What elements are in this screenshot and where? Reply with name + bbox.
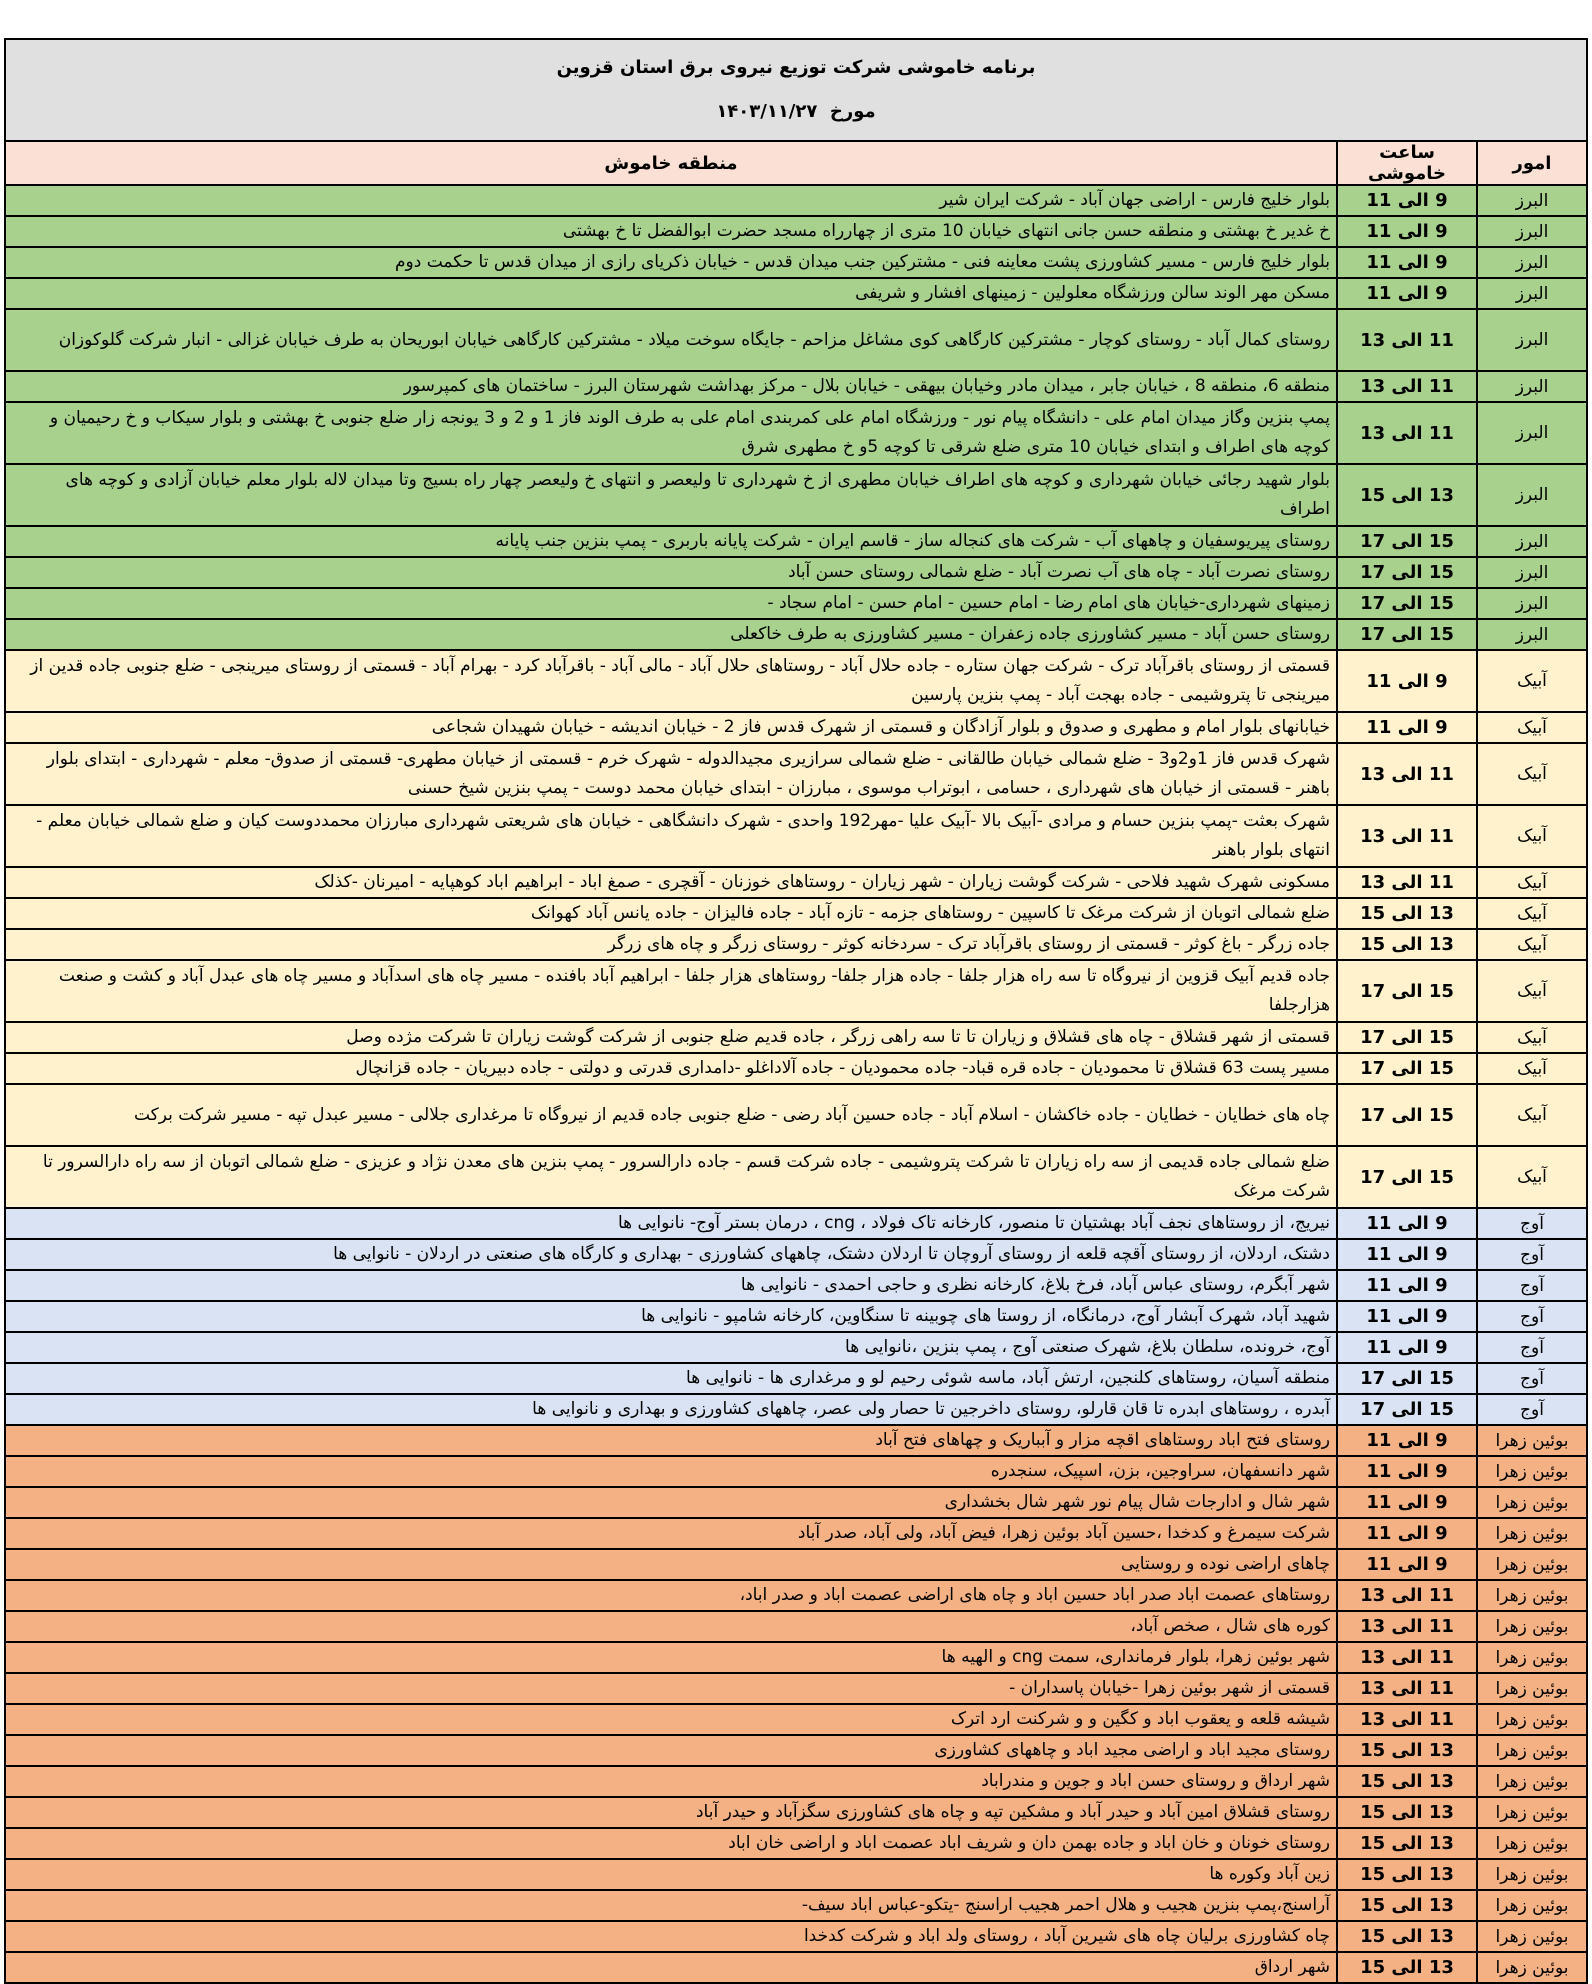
table-row: [5, 464, 1587, 526]
area-cell: روستای نصرت آباد - چاه های آب نصرت آباد - ضلع شمالی روستای حسن آباد: [5, 557, 1337, 588]
area-cell: شهر دانسفهان، سراوجین، بزن، اسپیک، سنجدره: [5, 1456, 1337, 1487]
area-cell: ضلع شمالی اتوبان از شرکت مرغک تا کاسپین - روستاهای جزمه - تازه آباد - جاده فالیزان - جاده یانس آباد کهوانک: [5, 898, 1337, 929]
area-cell: شرکت سیمرغ و کدخدا ،حسین آباد بوئین زهرا، فیض آباد، ولی آباد، صدر آباد: [5, 1518, 1337, 1549]
time-cell: 15 الی 17: [1337, 1363, 1477, 1394]
time-cell: 15 الی 17: [1337, 526, 1477, 557]
district-cell: آبیک: [1477, 712, 1587, 743]
district-cell: بوئین زهرا: [1477, 1952, 1587, 1983]
table-row: [5, 216, 1587, 247]
time-cell: 11 الی 13: [1337, 1611, 1477, 1642]
column-header-district: امور: [1477, 141, 1587, 185]
table-row: [5, 1022, 1587, 1053]
area-cell: شهر ارداق: [5, 1952, 1337, 1983]
time-cell: 15 الی 17: [1337, 557, 1477, 588]
title-row: [5, 39, 1587, 141]
table-row: [5, 1146, 1587, 1208]
area-cell: مسیر پست 63 قشلاق تا محمودیان - جاده قره قباد- جاده محمودیان - جاده آلاداغلو -دامداری قدرتی و دولتی - جاده دبیریان - جاده قزانچال: [5, 1053, 1337, 1084]
table-row: [5, 743, 1587, 805]
district-cell: البرز: [1477, 185, 1587, 216]
district-cell: البرز: [1477, 402, 1587, 464]
district-cell: البرز: [1477, 588, 1587, 619]
district-cell: البرز: [1477, 247, 1587, 278]
time-cell: 9 الی 11: [1337, 1487, 1477, 1518]
area-cell: خ غدیر خ بهشتی و منطقه حسن جانی انتهای خیابان 10 متری از چهارراه مسجد حضرت ابوالفضل تا خ بهشتی: [5, 216, 1337, 247]
time-cell: 9 الی 11: [1337, 1270, 1477, 1301]
time-cell: 9 الی 11: [1337, 1208, 1477, 1239]
area-cell: زین آباد وکوره ها: [5, 1859, 1337, 1890]
time-cell: 15 الی 17: [1337, 1022, 1477, 1053]
district-cell: بوئین زهرا: [1477, 1425, 1587, 1456]
district-cell: آبیک: [1477, 1146, 1587, 1208]
time-cell: 15 الی 17: [1337, 619, 1477, 650]
district-cell: آبیک: [1477, 805, 1587, 867]
area-cell: جاده زرگر - باغ کوثر - قسمتی از روستای باقرآباد ترک - سردخانه کوثر - روستای زرگر و چاه های زرگر: [5, 929, 1337, 960]
time-cell: 13 الی 15: [1337, 1797, 1477, 1828]
district-cell: البرز: [1477, 464, 1587, 526]
district-cell: بوئین زهرا: [1477, 1518, 1587, 1549]
time-cell: 13 الی 15: [1337, 1921, 1477, 1952]
area-cell: مسکونی شهرک شهید فلاحی - شرکت گوشت زیاران - شهر زیاران - روستاهای خوزنان - آقچری - صمغ اباد - ابراهیم اباد کوهپایه - امیرنان -کذلک: [5, 867, 1337, 898]
table-row: [5, 1704, 1587, 1735]
district-cell: البرز: [1477, 278, 1587, 309]
time-cell: 9 الی 11: [1337, 1301, 1477, 1332]
area-cell: دشتک، اردلان، از روستای آقچه قلعه از روستای آروچان تا اردلان دشتک، چاههای کشاورزی - بهداری و کارگاه های صنعتی در اردلان - نانوایی ها: [5, 1239, 1337, 1270]
time-cell: 9 الی 11: [1337, 247, 1477, 278]
district-cell: آوج: [1477, 1301, 1587, 1332]
table-row: [5, 1766, 1587, 1797]
table-row: [5, 371, 1587, 402]
table-row: [5, 867, 1587, 898]
table-row: [5, 557, 1587, 588]
time-cell: 13 الی 15: [1337, 1859, 1477, 1890]
table-row: [5, 805, 1587, 867]
district-cell: آوج: [1477, 1239, 1587, 1270]
table-row: [5, 1301, 1587, 1332]
area-cell: شهر بوئین زهرا، بلوار فرمانداری، سمت cng و الهیه ها: [5, 1642, 1337, 1673]
district-cell: بوئین زهرا: [1477, 1549, 1587, 1580]
district-cell: بوئین زهرا: [1477, 1487, 1587, 1518]
column-header-area: منطقه خاموش: [5, 141, 1337, 185]
district-cell: بوئین زهرا: [1477, 1673, 1587, 1704]
time-cell: 15 الی 17: [1337, 588, 1477, 619]
table-row: [5, 309, 1587, 371]
district-cell: بوئین زهرا: [1477, 1890, 1587, 1921]
district-cell: بوئین زهرا: [1477, 1735, 1587, 1766]
table-row: [5, 1425, 1587, 1456]
district-cell: البرز: [1477, 526, 1587, 557]
time-cell: 9 الی 11: [1337, 1332, 1477, 1363]
time-cell: 15 الی 17: [1337, 1084, 1477, 1146]
district-cell: بوئین زهرا: [1477, 1704, 1587, 1735]
area-cell: بلوار شهید رجائی خیابان شهرداری و کوچه های اطراف خیابان مطهری از خ شهرداری تا ولیعصر و انتهای خ ولیعصر چهار راه بسیج وتا میدان لاله بلوار معلم خیابان آزادی و کوچه های اطراف: [5, 464, 1337, 526]
area-cell: آوج، خرونده، سلطان بلاغ، شهرک صنعتی آوج ، پمپ بنزین ،نانوایی ها: [5, 1332, 1337, 1363]
time-cell: 15 الی 17: [1337, 1146, 1477, 1208]
date-value: ۱۴۰۳/۱۱/۲۷: [716, 101, 818, 122]
schedule-rows: [5, 185, 1587, 1983]
time-cell: 13 الی 15: [1337, 898, 1477, 929]
area-cell: آبدره ، روستاهای ابدره تا قان قارلو، روستای داخرجین تا حصار ولی عصر، چاههای کشاورزی و بهداری و نانوایی ها: [5, 1394, 1337, 1425]
district-cell: بوئین زهرا: [1477, 1766, 1587, 1797]
table-row: [5, 898, 1587, 929]
area-cell: پمپ بنزین وگاز میدان امام علی - دانشگاه پیام نور - ورزشگاه امام علی کمربندی امام علی به طرف الوند فاز 1 و 2 و 3 یونجه زار ضلع جنوبی خ بهشتی و بلوار سیکاب و خ رحیمیان و کوچه های اطراف و ابتدای خیابان 10 متری ضلع شرقی تا کوچه 5و خ مطهری شرق: [5, 402, 1337, 464]
time-cell: 11 الی 13: [1337, 743, 1477, 805]
area-cell: بلوار خلیج فارس - مسیر کشاورزی پشت معاینه فنی - مشترکین جنب میدان قدس - خیابان ذکریای رازی از میدان قدس تا حکمت دوم: [5, 247, 1337, 278]
table-row: [5, 929, 1587, 960]
table-row: [5, 1797, 1587, 1828]
table-row: [5, 1363, 1587, 1394]
area-cell: روستای فتح اباد روستاهای اقچه مزار و آبباریک و چهاهای فتح آباد: [5, 1425, 1337, 1456]
time-cell: 13 الی 15: [1337, 1766, 1477, 1797]
district-cell: آبیک: [1477, 867, 1587, 898]
district-cell: آبیک: [1477, 650, 1587, 712]
table-row: [5, 1487, 1587, 1518]
table-row: [5, 1518, 1587, 1549]
time-cell: 15 الی 17: [1337, 1053, 1477, 1084]
table-row: [5, 247, 1587, 278]
page-title: برنامه خاموشی شرکت توزیع نیروی برق استان قزوین: [556, 57, 1036, 78]
table-row: [5, 1673, 1587, 1704]
table-row: [5, 1456, 1587, 1487]
area-cell: منطقه 6، منطقه 8 ، خیابان جابر ، میدان مادر وخیابان بیهقی - خیابان بلال - مرکز بهداشت شهرستان البرز - ساختمان های کمپرسور: [5, 371, 1337, 402]
time-cell: 11 الی 13: [1337, 1642, 1477, 1673]
table-row: [5, 402, 1587, 464]
district-cell: آبیک: [1477, 1053, 1587, 1084]
table-row: [5, 1611, 1587, 1642]
area-cell: قسمتی از روستای باقرآباد ترک - شرکت جهان ستاره - جاده حلال آباد - روستاهای حلال آباد - مالی آباد - باقرآباد کرد - بهرام آباد - قسمتی از روستای میرینجی - ضلع جنوبی جاده قدین از میرینجی تا پتروشیمی - جاده بهجت آباد - پمپ بنزین پارسین: [5, 650, 1337, 712]
column-header-time: ساعت خاموشی: [1337, 141, 1477, 185]
table-row: [5, 712, 1587, 743]
area-cell: روستای مجید اباد و اراضی مجید اباد و چاههای کشاورزی: [5, 1735, 1337, 1766]
district-cell: آبیک: [1477, 743, 1587, 805]
time-cell: 15 الی 17: [1337, 960, 1477, 1022]
district-cell: بوئین زهرا: [1477, 1580, 1587, 1611]
table-row: [5, 1270, 1587, 1301]
time-cell: 11 الی 13: [1337, 1704, 1477, 1735]
time-cell: 13 الی 15: [1337, 1735, 1477, 1766]
district-cell: بوئین زهرا: [1477, 1828, 1587, 1859]
district-cell: بوئین زهرا: [1477, 1611, 1587, 1642]
table-row: [5, 1053, 1587, 1084]
time-cell: 11 الی 13: [1337, 805, 1477, 867]
blackout-table: [4, 38, 1588, 1984]
district-cell: البرز: [1477, 619, 1587, 650]
district-cell: بوئین زهرا: [1477, 1797, 1587, 1828]
area-cell: شهر آبگرم، روستای عباس آباد، فرخ بلاغ، کارخانه نظری و حاجی احمدی - نانوایی ها: [5, 1270, 1337, 1301]
time-cell: 11 الی 13: [1337, 1580, 1477, 1611]
district-cell: آبیک: [1477, 960, 1587, 1022]
table-row: [5, 588, 1587, 619]
table-row: [5, 1952, 1587, 1983]
time-cell: 13 الی 15: [1337, 464, 1477, 526]
district-cell: آوج: [1477, 1394, 1587, 1425]
date-label: مورخ: [829, 101, 876, 122]
area-cell: شهید آباد، شهرک آبشار آوج، درمانگاه، از روستا های چوبینه تا سنگاوین، کارخانه شامپو - نانوایی ها: [5, 1301, 1337, 1332]
time-cell: 13 الی 15: [1337, 1952, 1477, 1983]
time-cell: 9 الی 11: [1337, 185, 1477, 216]
table-row: [5, 185, 1587, 216]
area-cell: قسمتی از شهر قشلاق - چاه های قشلاق و زیاران تا تا سه راهی زرگر ، جاده قدیم ضلع جنوبی از شرکت گوشت زیاران تا شرکت مژده وصل: [5, 1022, 1337, 1053]
time-cell: 9 الی 11: [1337, 650, 1477, 712]
district-cell: بوئین زهرا: [1477, 1921, 1587, 1952]
area-cell: چاه های خطایان - خطایان - جاده خاکشان - اسلام آباد - جاده حسین آباد رضی - ضلع جنوبی جاده قدیم از نیروگاه تا مرغداری جلالی - مسیر عبدل تپه - مسیر شرکت برکت: [5, 1084, 1337, 1146]
area-cell: شهرک قدس فاز 1و2و3 - ضلع شمالی خیابان طالقانی - ضلع شمالی سرازیری مجیدالدوله - شهرک خرم - قسمتی از خیابان مطهری- قسمتی از صدوق- معلم - شهرداری - ابتدای بلوار باهنر - قسمتی از خیابان های شهرداری ، حسامی ، ابوتراب موسوی ، مبارزان - ابتدای خیابان محمد دوست - پمپ بنزین شیخ حسنی: [5, 743, 1337, 805]
table-row: [5, 1394, 1587, 1425]
table-row: [5, 1332, 1587, 1363]
district-cell: البرز: [1477, 309, 1587, 371]
time-cell: 15 الی 17: [1337, 1394, 1477, 1425]
time-cell: 9 الی 11: [1337, 278, 1477, 309]
time-cell: 11 الی 13: [1337, 371, 1477, 402]
area-cell: قسمتی از شهر بوئین زهرا -خیابان پاسداران -: [5, 1673, 1337, 1704]
table-row: [5, 1828, 1587, 1859]
time-cell: 9 الی 11: [1337, 1518, 1477, 1549]
area-cell: روستاهای عصمت اباد صدر اباد حسین اباد و چاه های اراضی عصمت اباد و صدر اباد،: [5, 1580, 1337, 1611]
time-cell: 11 الی 13: [1337, 867, 1477, 898]
time-cell: 9 الی 11: [1337, 1456, 1477, 1487]
schedule-date: [6, 90, 1586, 134]
area-cell: شیشه قلعه و یعقوب اباد و کگین و و شرکنت ارد اترک: [5, 1704, 1337, 1735]
time-cell: 9 الی 11: [1337, 1549, 1477, 1580]
district-cell: آبیک: [1477, 1022, 1587, 1053]
time-cell: 11 الی 13: [1337, 402, 1477, 464]
table-row: [5, 619, 1587, 650]
time-cell: 9 الی 11: [1337, 1239, 1477, 1270]
district-cell: البرز: [1477, 216, 1587, 247]
area-cell: جاده قدیم آبیک قزوین از نیروگاه تا سه راه هزار جلفا - جاده هزار جلفا- روستاهای هزار جلفا - ابراهیم آباد بافنده - مسیر چاه های اسدآباد و مسیر چاه های عبدل آباد و کشت و صنعت هزارجلفا: [5, 960, 1337, 1022]
area-cell: روستای خونان و خان اباد و جاده بهمن دان و شریف اباد عصمت اباد و اراضی خان اباد: [5, 1828, 1337, 1859]
area-cell: آراسنج،پمپ بنزین هجیب و هلال احمر هجیب اراسنج -یتکو-عباس اباد سیف-: [5, 1890, 1337, 1921]
time-cell: 9 الی 11: [1337, 1425, 1477, 1456]
table-row: [5, 1580, 1587, 1611]
blackout-schedule-sheet: [4, 38, 1588, 1984]
district-cell: آوج: [1477, 1270, 1587, 1301]
time-cell: 13 الی 15: [1337, 1890, 1477, 1921]
table-row: [5, 1859, 1587, 1890]
district-cell: البرز: [1477, 371, 1587, 402]
area-cell: بلوار خلیج فارس - اراضی جهان آباد - شرکت ایران شیر: [5, 185, 1337, 216]
time-cell: 9 الی 11: [1337, 712, 1477, 743]
area-cell: منطقه آسیان، روستاهای کلنجین، ارتش آباد، ماسه شوئی رحیم لو و مرغداری ها - نانوایی ها: [5, 1363, 1337, 1394]
area-cell: شهرک بعثت -پمپ بنزین حسام و مرادی -آبیک بالا -آبیک علیا -مهر192 واحدی - شهرک دانشگاهی - خیابان های شریعتی شهرداری مبارزان محمددوست کیان و ضلع شمالی خیابان معلم - انتهای بلوار باهنر: [5, 805, 1337, 867]
district-cell: آبیک: [1477, 898, 1587, 929]
table-row: [5, 1208, 1587, 1239]
district-cell: بوئین زهرا: [1477, 1642, 1587, 1673]
table-row: [5, 1890, 1587, 1921]
district-cell: آوج: [1477, 1332, 1587, 1363]
area-cell: چاه کشاورزی برلیان چاه های شیرین آباد ، روستای ولد اباد و شرکت کدخدا: [5, 1921, 1337, 1952]
area-cell: ضلع شمالی جاده قدیمی از سه راه زیاران تا شرکت پتروشیمی - جاده شرکت قسم - جاده دارالسرور - پمپ بنزین های معدن نژاد و عزیزی - ضلع شمالی اتوبان از سه راه دارالسرور تا شرکت مرغک: [5, 1146, 1337, 1208]
district-cell: آوج: [1477, 1363, 1587, 1394]
table-row: [5, 1549, 1587, 1580]
area-cell: روستای پیریوسفیان و چاههای آب - شرکت های کنجاله ساز - قاسم ایران - شرکت پایانه باربری - پمپ بنزین جنب پایانه: [5, 526, 1337, 557]
area-cell: زمینهای شهرداری-خیابان های امام رضا - امام حسین - امام حسن - امام سجاد -: [5, 588, 1337, 619]
district-cell: بوئین زهرا: [1477, 1456, 1587, 1487]
table-row: [5, 526, 1587, 557]
area-cell: خیابانهای بلوار امام و مطهری و صدوق و بلوار آزادگان و قسمتی از شهرک قدس فاز 2 - خیابان اندیشه - خیابان شهیدان شجاعی: [5, 712, 1337, 743]
district-cell: آبیک: [1477, 1084, 1587, 1146]
district-cell: آبیک: [1477, 929, 1587, 960]
column-header-row: [5, 141, 1587, 185]
table-row: [5, 960, 1587, 1022]
area-cell: نیریج، از روستاهای نجف آباد بهشتیان تا منصور، کارخانه تاک فولاد ، cng ، درمان بستر آوج- نانوایی ها: [5, 1208, 1337, 1239]
table-row: [5, 278, 1587, 309]
district-cell: البرز: [1477, 557, 1587, 588]
table-row: [5, 1735, 1587, 1766]
time-cell: 13 الی 15: [1337, 929, 1477, 960]
table-row: [5, 1921, 1587, 1952]
area-cell: کوره های شال ، صخص آباد،: [5, 1611, 1337, 1642]
area-cell: روستای کمال آباد - روستای کوچار - مشترکین کارگاهی کوی مشاغل مزاحم - جایگاه سوخت میلاد - مشترکین کارگاهی خیابان ابوریحان به طرف خیابان غزالی - انبار شرکت گلوکوزان: [5, 309, 1337, 371]
title-cell: [5, 39, 1587, 141]
time-cell: 13 الی 15: [1337, 1828, 1477, 1859]
time-cell: 11 الی 13: [1337, 1673, 1477, 1704]
table-row: [5, 1084, 1587, 1146]
time-cell: 9 الی 11: [1337, 216, 1477, 247]
area-cell: روستای قشلاق امین آباد و حیدر آباد و مشکین تپه و چاه های کشاورزی سگزآباد و حیدر آباد: [5, 1797, 1337, 1828]
area-cell: شهر شال و ادارجات شال پیام نور شهر شال بخشداری: [5, 1487, 1337, 1518]
area-cell: روستای حسن آباد - مسیر کشاورزی جاده زعفران - مسیر کشاورزی به طرف خاکعلی: [5, 619, 1337, 650]
district-cell: بوئین زهرا: [1477, 1859, 1587, 1890]
area-cell: شهر ارداق و روستای حسن اباد و جوین و مندراباد: [5, 1766, 1337, 1797]
table-row: [5, 1239, 1587, 1270]
area-cell: چاهای اراضی نوده و روستایی: [5, 1549, 1337, 1580]
table-row: [5, 1642, 1587, 1673]
district-cell: آوج: [1477, 1208, 1587, 1239]
table-row: [5, 650, 1587, 712]
area-cell: مسکن مهر الوند سالن ورزشگاه معلولین - زمینهای افشار و شریفی: [5, 278, 1337, 309]
time-cell: 11 الی 13: [1337, 309, 1477, 371]
